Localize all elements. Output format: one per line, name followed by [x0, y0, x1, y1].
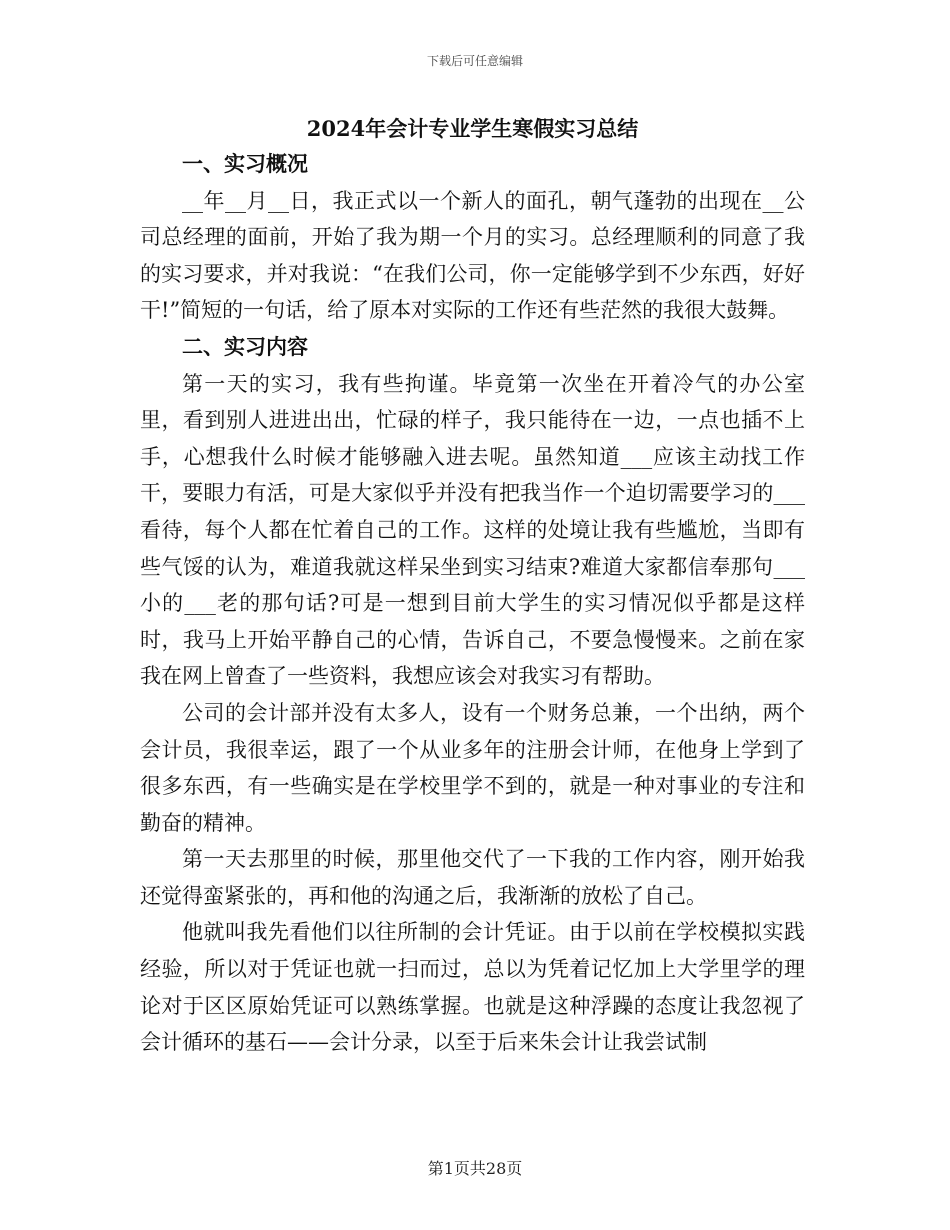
paragraph: 他就叫我先看他们以往所制的会计凭证。由于以前在学校模拟实践经验，所以对于凭证也就一扫而过，总以为凭着记忆加上大学里学的理论对于区区原始凭证可以熟练掌握。也就是这种浮躁的态度让我忽视了会计循环的基石——会计分录，以至于后来朱会计让我尝试制	[140, 920, 805, 1055]
section-heading-content: 二、实习内容	[182, 333, 308, 359]
page-header: 下载后可任意编辑	[426, 54, 523, 68]
paragraph: 第一天的实习，我有些拘谨。毕竟第一次坐在开着冷气的办公室里，看到别人进进出出，忙碌的样子，我只能待在一边，一点也插不上手，心想我什么时候才能够融入进去呢。虽然知道___应该主动找工作干，要眼力有活，可是大家似乎并没有把我当作一个迫切需要学习的___看待，每个人都在忙着自己的工作。这样的处境让我有些尴尬，当即有些气馁的认为，难道我就这样呆坐到实习结束?难道大家都信奉那句___小的___老的那句话?可是一想到目前大学生的实习情况似乎都是这样时，我马上开始平静自己的心情，告诉自己，不要急慢慢来。之前在家我在网上曾查了一些资料，我想应该会对我实习有帮助。	[140, 371, 805, 689]
paragraph: 公司的会计部并没有太多人，设有一个财务总兼，一个出纳，两个会计员，我很幸运，跟了一个从业多年的注册会计师，在他身上学到了很多东西，有一些确实是在学校里学不到的，就是一种对事业的专注和勤奋的精神。	[140, 700, 805, 835]
page-number-footer: 第1页共28页	[427, 1159, 523, 1178]
paragraph: 第一天去那里的时候，那里他交代了一下我的工作内容，刚开始我还觉得蛮紧张的，再和他的沟通之后，我渐渐的放松了自己。	[140, 847, 805, 908]
document-title: 2024年会计专业学生寒假实习总结	[306, 116, 639, 141]
section-heading-overview: 一、实习概况	[182, 151, 308, 176]
document-body	[140, 146, 805, 1061]
paragraph: __年__月__日，我正式以一个新人的面孔，朝气蓬勃的出现在__公司总经理的面前，开始了我为期一个月的实习。总经理顺利的同意了我的实习要求，并对我说：“在我们公司，你一定能够学到不少东西，好好干!”简短的一句话，给了原本对实际的工作还有些茫然的我很大鼓舞。	[140, 188, 805, 323]
